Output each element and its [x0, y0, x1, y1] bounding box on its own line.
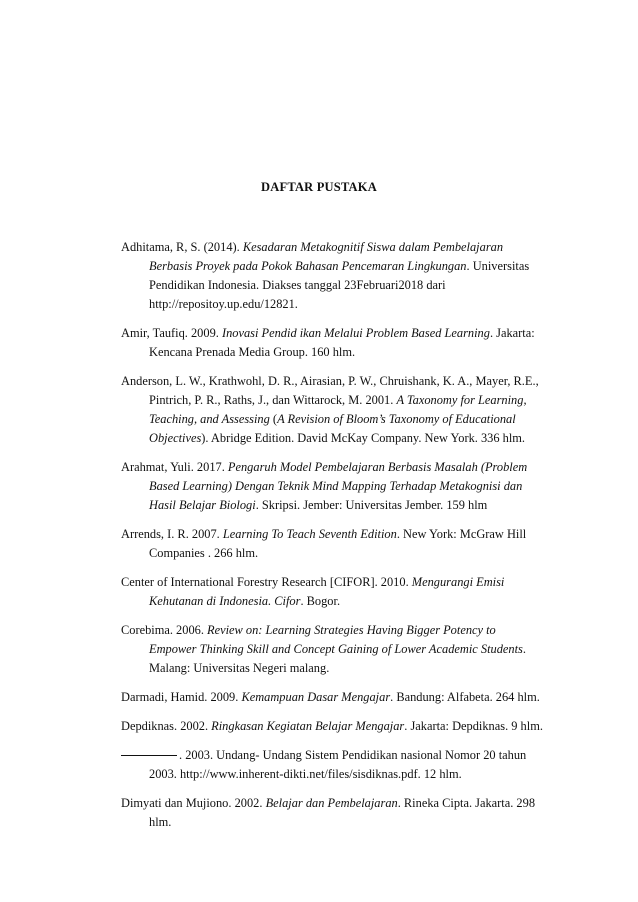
reference-text: . 2003. Undang- Undang Sistem Pendidikan nasional Nomor 20 tahun 2003. http://www.inherent-dikti.net/files/sisdiknas.pdf. 12 hlm. — [149, 748, 527, 781]
reference-title: Learning To Teach Seventh Edition — [222, 527, 397, 541]
reference-title: Kemampuan Dasar Mengajar — [241, 690, 391, 704]
reference-text: Dimyati dan Mujiono. 2002. — [121, 796, 266, 810]
reference-title: Belajar dan Pembelajaran — [265, 796, 398, 810]
reference-entry — [121, 525, 546, 563]
reference-text: . Jakarta: Kencana Prenada Media Group. 160 hlm. — [149, 326, 535, 359]
reference-text: . Bandung: Alfabeta. 264 hlm. — [390, 690, 540, 704]
reference-text: ). Abridge Edition. David McKay Company. New York. 336 hlm. — [201, 431, 526, 445]
reference-entry — [121, 794, 546, 832]
reference-text: Depdiknas. 2002. — [121, 719, 212, 733]
reference-text: . Jakarta: Depdiknas. 9 hlm. — [404, 719, 543, 733]
reference-text: Corebima. 2006. — [121, 623, 208, 637]
reference-text: . Universitas Pendidikan Indonesia. Diakses tanggal 23Februari2018 dari http://repositoy.up.edu/12821. — [149, 259, 530, 311]
reference-entry — [121, 238, 546, 314]
reference-text: ( — [269, 412, 278, 426]
reference-entry — [121, 621, 546, 678]
reference-text: Darmadi, Hamid. 2009. — [121, 690, 242, 704]
reference-text: . Bogor. — [300, 594, 341, 608]
reference-text: . Malang: Universitas Negeri malang. — [149, 642, 526, 675]
page-title: DAFTAR PUSTAKA — [261, 180, 377, 194]
reference-text: Amir, Taufiq. 2009. — [121, 326, 222, 340]
reference-text: . Skripsi. Jember: Universitas Jember. 159 hlm — [255, 498, 488, 512]
reference-text: . New York: McGraw Hill Companies . 266 hlm. — [149, 527, 527, 560]
reference-text: . Rineka Cipta. Jakarta. 298 hlm. — [149, 796, 536, 829]
reference-title: A Taxonomy for Learning, Teaching, and Assessing — [149, 393, 527, 426]
reference-text: Adhitama, R, S. (2014). — [121, 240, 243, 254]
reference-title: Inovasi Pendid ikan Melalui Problem Based Learning — [221, 326, 490, 340]
reference-title: Mengurangi Emisi Kehutanan di Indonesia. Cifor — [149, 575, 505, 608]
reference-entry — [121, 717, 546, 736]
reference-title: Kesadaran Metakognitif Siswa dalam Pembelajaran Berbasis Proyek pada Pokok Bahasan Pencemaran Lingkungan — [149, 240, 504, 273]
reference-text: Center of International Forestry Research [CIFOR]. 2010. — [121, 575, 412, 589]
reference-entry — [121, 458, 546, 515]
reference-entry — [121, 324, 546, 362]
reference-list — [121, 238, 546, 842]
reference-text: Arahmat, Yuli. 2017. — [121, 460, 228, 474]
reference-entry — [121, 573, 546, 611]
reference-title: Ringkasan Kegiatan Belajar Mengajar — [211, 719, 405, 733]
reference-title: Pengaruh Model Pembelajaran Berbasis Masalah (Problem Based Learning) Dengan Teknik Mind Mapping Terhadap Metakognisi dan Hasil Belajar Biologi — [149, 460, 528, 512]
reference-title: A Revision of Bloom’s Taxonomy of Educational Objectives — [149, 412, 516, 445]
same-author-dash — [121, 755, 177, 756]
reference-entry — [121, 746, 546, 784]
reference-entry — [121, 688, 546, 707]
reference-entry — [121, 372, 546, 448]
reference-title: Review on: Learning Strategies Having Bigger Potency to Empower Thinking Skill and Concept Gaining of Lower Academic Students — [149, 623, 523, 656]
reference-text: Arrends, I. R. 2007. — [121, 527, 223, 541]
reference-text: Anderson, L. W., Krathwohl, D. R., Airasian, P. W., Chruishank, K. A., Mayer, R.E., Pintrich, P. R., Raths, J., dan Wittarock, M. 2001. — [121, 374, 539, 407]
